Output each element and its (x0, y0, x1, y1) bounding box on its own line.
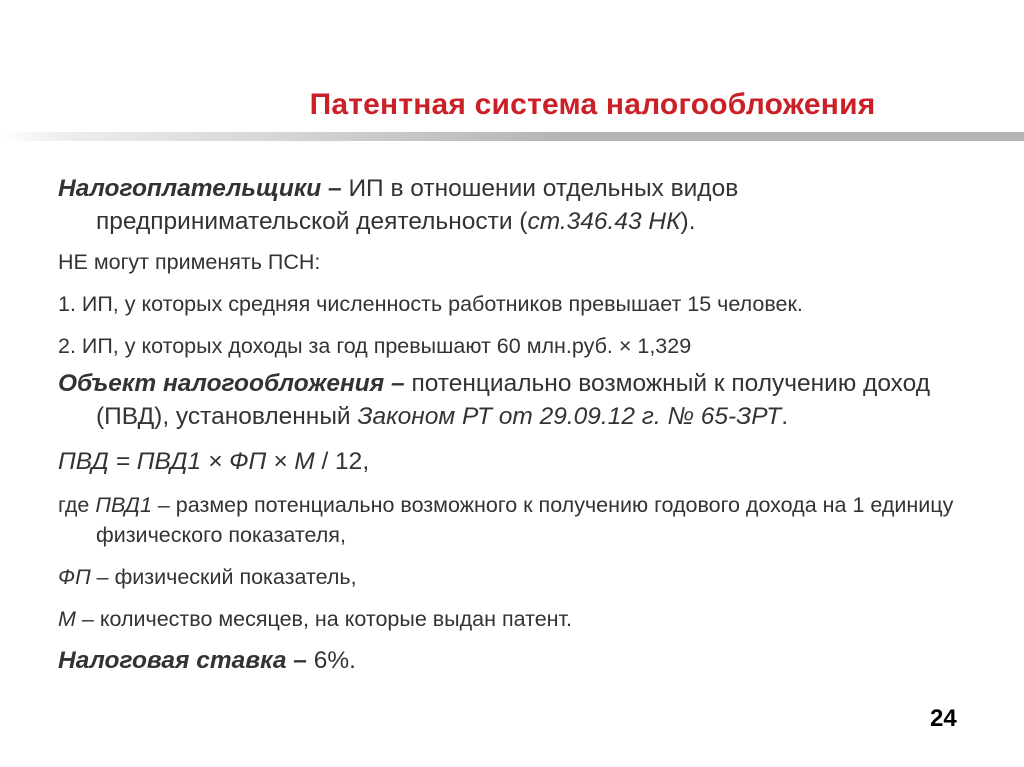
fp-text: – физический показатель, (90, 565, 357, 589)
pvd-formula-divisor: / 12, (314, 448, 370, 475)
m-term: М (58, 607, 76, 631)
tax-rate-paragraph (58, 644, 958, 677)
pvd1-definition (58, 490, 958, 550)
m-text: – количество месяцев, на которые выдан патент. (75, 607, 572, 631)
tax-object-law: Законом РТ от 29.09.12 г. № 65-ЗРТ (357, 403, 782, 430)
taxpayers-paragraph (58, 172, 958, 238)
restriction-income: 2. ИП, у которых доходы за год превышают 60 млн.руб. × 1,329 (58, 334, 692, 358)
pvd1-term: ПВД1 (95, 493, 152, 517)
title-divider (0, 132, 1024, 141)
slide-title: Патентная система налогообложения (309, 88, 876, 121)
taxpayers-reference: ст.346.43 НК (527, 208, 681, 235)
tax-rate-term: Налоговая ставка – (58, 647, 307, 674)
cannot-apply-heading: НЕ могут применять ПСН: (58, 250, 321, 274)
restriction-employees: 1. ИП, у которых средняя численность работников превышает 15 человек. (58, 292, 803, 316)
tax-rate-value: 6%. (306, 647, 356, 674)
taxpayers-end: ). (680, 208, 696, 235)
taxpayers-text: ИП в отношении отдельных видов предпринимательской деятельности ( (96, 175, 739, 235)
tax-object-paragraph (58, 367, 958, 433)
tax-object-term: Объект налогообложения – (58, 370, 405, 397)
m-definition (58, 604, 958, 634)
pvd1-text: – размер потенциально возможного к получению годового дохода на 1 единицу физического показателя, (96, 493, 954, 547)
tax-object-end: . (781, 403, 788, 430)
fp-definition (58, 562, 958, 592)
pvd-formula-expression: ПВД = ПВД1 × ФП × М (58, 448, 315, 475)
tax-object-text: потенциально возможный к получению доход (ПВД), установленный (96, 370, 931, 430)
pvd1-prefix: где (58, 493, 96, 517)
pvd-formula (58, 445, 958, 478)
taxpayers-term: Налогоплательщики – (58, 175, 342, 202)
slide-content (58, 172, 958, 677)
page-number: 24 (930, 705, 957, 732)
fp-term: ФП (58, 565, 91, 589)
